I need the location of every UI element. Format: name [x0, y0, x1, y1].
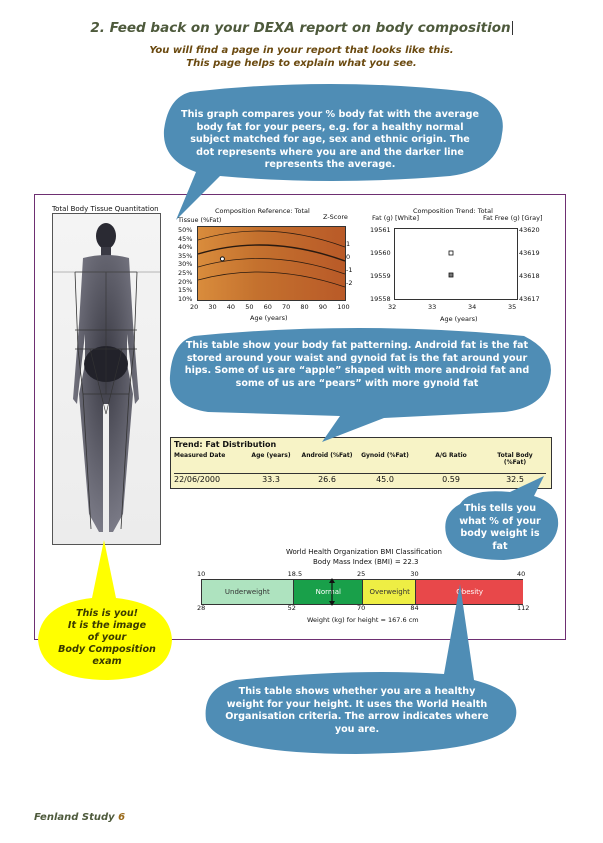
bmi-bottom-tick-label: 84 — [410, 604, 419, 612]
x-tick-label: 90 — [318, 303, 328, 311]
fat-table-header: Age (years) — [251, 452, 291, 459]
composition-trend-right-label: Fat Free (g) [Gray] — [483, 214, 543, 222]
y-tick-label: 50% — [178, 226, 193, 234]
fat-table-header: Total Body (%Fat) — [497, 452, 533, 466]
x-tick-label: 100 — [337, 303, 350, 311]
composition-trend-xlabel: Age (years) — [440, 315, 478, 323]
you-bubble-text: This is you! It is the image of your Body Composition exam — [58, 608, 156, 667]
trend-x-tick-label: 34 — [468, 303, 477, 311]
trend-x-tick-label: 33 — [428, 303, 437, 311]
trend-left-tick-label: 19558 — [370, 295, 391, 303]
page-footer — [34, 812, 125, 823]
table-bubble-text: This table show your body fat patterning. Android fat is the fat stored around your waist and gynoid fat is the fat around your hips. Some of us are “apple” shaped with more android fat and some of us are “pears” with more gynoid fat — [184, 340, 530, 389]
y-tick-label: 25% — [178, 269, 193, 277]
y-tick-label: 40% — [178, 243, 193, 252]
fat-table-header: A/G Ratio — [435, 452, 467, 459]
y-tick-label: 10% — [178, 294, 193, 303]
bmi-subtitle: Body Mass Index (BMI) = 22.3 — [313, 558, 419, 566]
composition-trend-x-ticks — [388, 303, 528, 313]
composition-trend-title: Composition Trend: Total — [413, 207, 493, 215]
bmi-segment-obesity: Obesity — [415, 580, 523, 604]
bmi-bottom-tick-label: 28 — [197, 604, 206, 612]
composition-trend-chart — [394, 228, 518, 300]
y-tick-label: 20% — [178, 277, 193, 286]
footer-text: Fenland Study — [34, 812, 115, 823]
y-tick-label: 35% — [178, 251, 193, 260]
trend-x-tick-label: 32 — [388, 303, 397, 311]
bmi-bottom-tick-label: 70 — [357, 604, 366, 612]
composition-reference-zlabel: Z-Score — [323, 213, 348, 221]
composition-reference-ylabel: Tissue (%Fat) — [178, 216, 222, 224]
bmi-segment-overweight: Overweight — [362, 580, 416, 604]
text-cursor — [512, 21, 513, 35]
y-tick-label: 15% — [178, 286, 193, 295]
bmi-segment-underweight: Underweight — [202, 580, 293, 604]
bmi-top-tick-label: 10 — [197, 570, 206, 578]
fat-table-cell: 22/06/2000 — [174, 475, 221, 484]
bmi-segment-normal: Normal — [293, 580, 363, 604]
z-tick-label: -2 — [346, 279, 353, 287]
page-number: 6 — [118, 812, 126, 823]
bmi-top-tick-label: 40 — [517, 570, 526, 578]
z-tick-label: 0 — [346, 253, 351, 261]
body-scan-image — [52, 213, 161, 545]
graph-bubble-text: This graph compares your % body fat with the average body fat for your peers, e.g. for a healthy normal subject matched for age, sex and ethnic origin. The dot represents where you are and the darker line represents the average. — [181, 109, 479, 171]
composition-trend-right-ticks — [519, 226, 549, 301]
trend-left-tick-label: 19561 — [370, 226, 391, 234]
y-tick-label: 30% — [178, 260, 193, 269]
x-tick-label: 80 — [300, 303, 309, 311]
trend-right-tick-label: 43620 — [519, 226, 540, 234]
x-tick-label: 50 — [245, 303, 254, 311]
trend-left-tick-label: 19559 — [370, 272, 391, 280]
subtitle-line-1: You will find a page in your report that looks like this. — [149, 45, 454, 56]
composition-reference-y-ticks — [178, 226, 198, 304]
fat-table-header: Gynoid (%Fat) — [361, 452, 409, 459]
y-tick-label: 45% — [178, 234, 193, 243]
z-tick-label: 1 — [346, 240, 351, 248]
fat-table-cell: 45.0 — [376, 475, 394, 484]
bmi-bubble-text: This table shows whether you are a healthy weight for your height. It uses the World Health Organisation criteria. The arrow indicates where you are. — [225, 686, 489, 735]
x-tick-label: 30 — [208, 303, 217, 311]
bmi-top-tick-label: 30 — [410, 570, 419, 578]
composition-reference-z-ticks — [346, 232, 358, 292]
fat-table-cell: 0.59 — [442, 475, 460, 484]
trend-left-tick-label: 19560 — [370, 249, 391, 257]
fat-table-header: Android (%Fat) — [301, 452, 353, 459]
fat-table-cell: 33.3 — [262, 475, 280, 484]
fat-table-header: Measured Date — [174, 452, 226, 459]
fat-table-cell: 26.6 — [318, 475, 336, 484]
z-tick-label: -1 — [346, 266, 353, 274]
x-tick-label: 60 — [263, 303, 272, 311]
body-silhouette-icon — [53, 214, 160, 544]
bmi-title: World Health Organization BMI Classification — [286, 548, 442, 556]
fat-table-title: Trend: Fat Distribution — [174, 440, 277, 449]
patient-data-point — [220, 257, 224, 261]
composition-reference-chart — [197, 226, 346, 301]
trend-right-tick-label: 43618 — [519, 272, 540, 280]
bmi-bottom-tick-label: 112 — [517, 604, 530, 612]
composition-reference-x-ticks — [190, 303, 350, 313]
bmi-top-tick-label: 18.5 — [287, 570, 303, 578]
scan-title: Total Body Tissue Quantitation — [52, 205, 159, 213]
subtitle-line-2: This page helps to explain what you see. — [186, 58, 417, 69]
trend-x-tick-label: 35 — [508, 303, 517, 311]
x-tick-label: 70 — [282, 303, 291, 311]
trend-fatfree-point — [449, 273, 453, 277]
composition-reference-title: Composition Reference: Total — [215, 207, 310, 215]
composition-trend-left-label: Fat (g) [White] — [372, 214, 419, 222]
reference-curves — [198, 227, 345, 300]
bmi-top-tick-label: 25 — [357, 570, 366, 578]
bmi-footer: Weight (kg) for height = 167.6 cm — [307, 616, 419, 624]
bmi-bottom-tick-label: 52 — [287, 604, 296, 612]
total-bubble-text: This tells you what % of your body weight is fat — [459, 503, 541, 552]
trend-right-tick-label: 43619 — [519, 249, 540, 257]
composition-reference-xlabel: Age (years) — [250, 314, 288, 322]
x-tick-label: 40 — [226, 303, 236, 311]
page-title — [0, 20, 603, 36]
page-title-text: 2. Feed back on your DEXA report on body composition — [90, 20, 511, 36]
trend-fat-point — [449, 251, 453, 255]
x-tick-label: 20 — [190, 303, 199, 311]
fat-table-cell: 32.5 — [506, 475, 524, 484]
composition-trend-left-ticks — [370, 226, 394, 301]
trend-right-tick-label: 43617 — [519, 295, 540, 303]
